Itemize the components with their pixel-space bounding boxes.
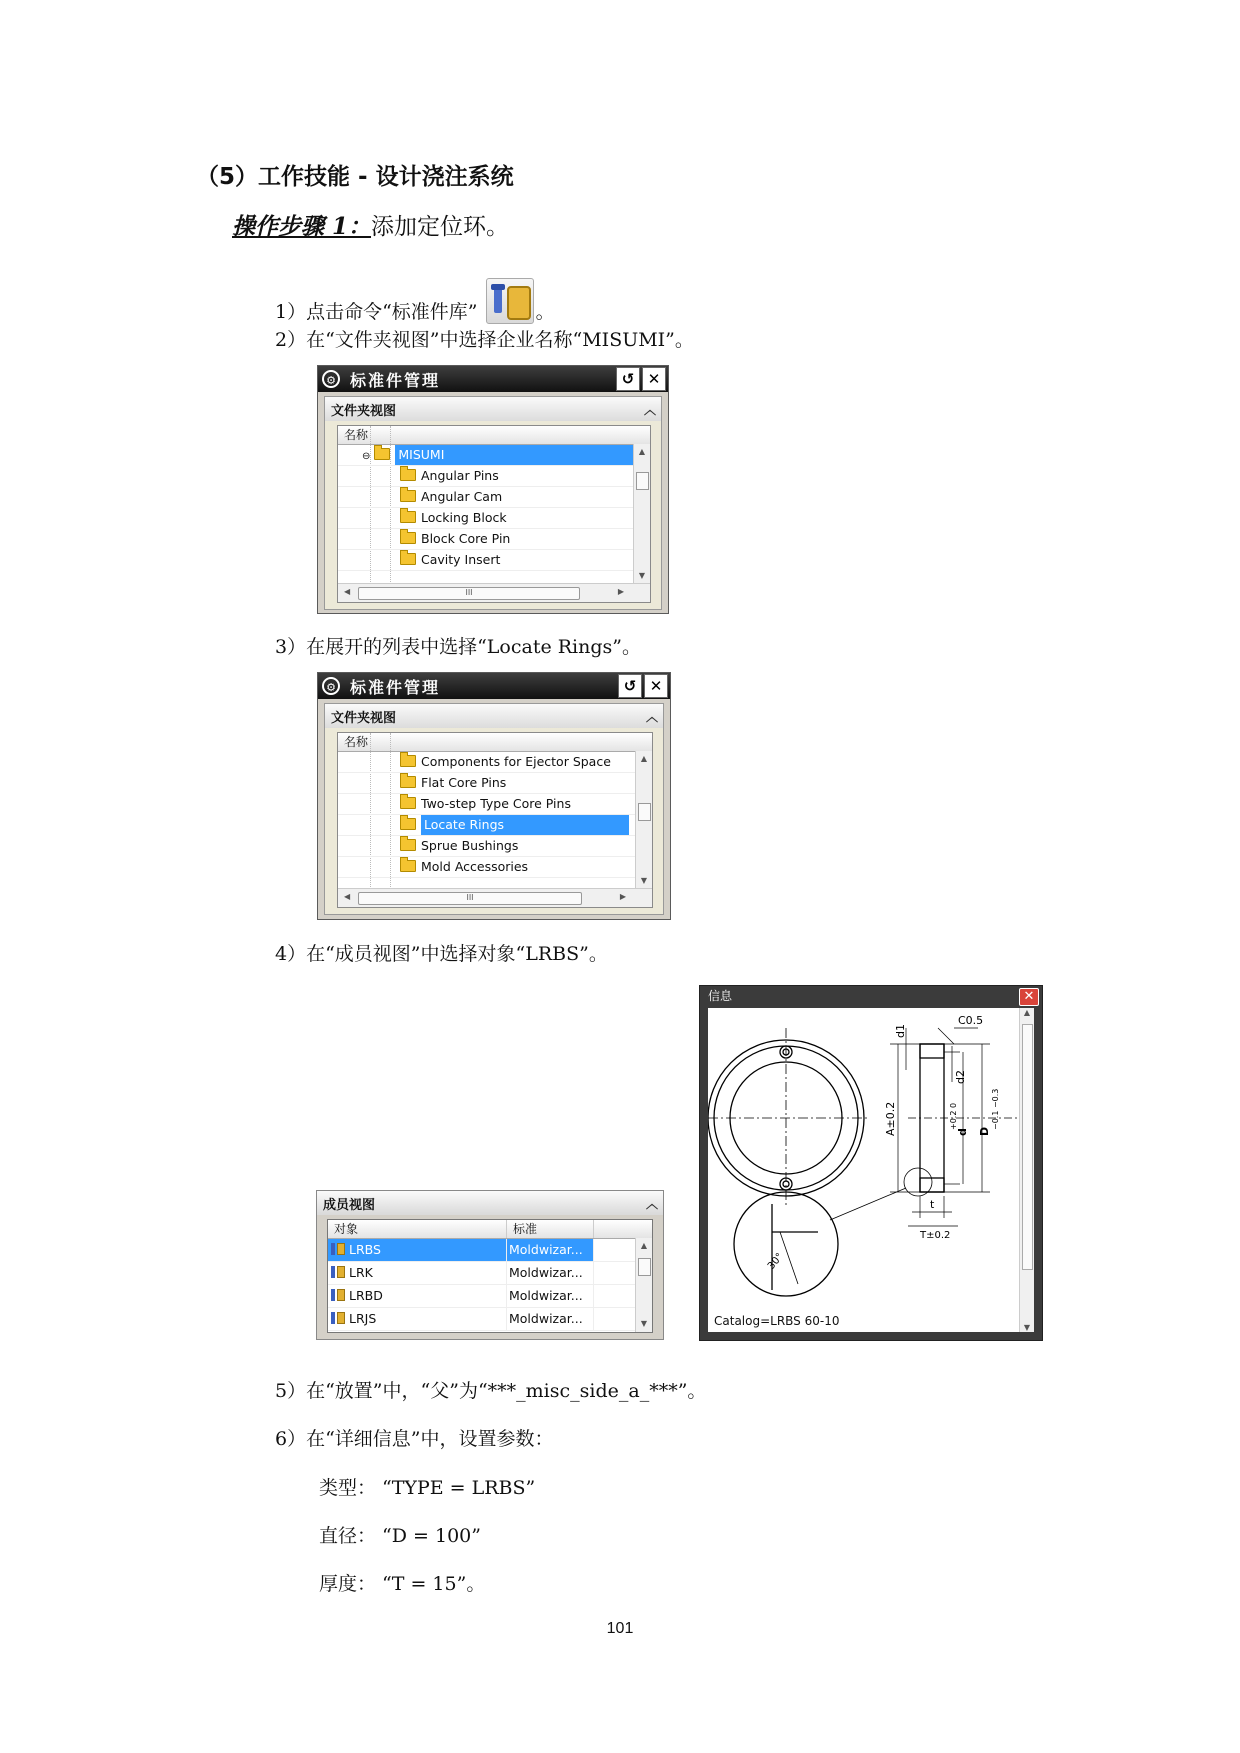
folder-icon	[400, 776, 416, 788]
instruction-5: 5）在“放置”中，“父”为“***_misc_side_a_***”。	[275, 1380, 707, 1402]
tree-item[interactable]	[338, 773, 652, 794]
col-standard[interactable]: 标准	[507, 1220, 594, 1238]
member-standard: Moldwizar...	[507, 1239, 594, 1261]
scroll-down-icon[interactable]: ▼	[640, 876, 648, 885]
dim-d: d	[956, 1128, 969, 1136]
dim-d1: d1	[894, 1024, 907, 1038]
close-icon[interactable]: ✕	[642, 367, 666, 391]
instruction-1	[275, 278, 555, 324]
tree-item-label: Two-step Type Core Pins	[421, 796, 571, 811]
dim-T: T±0.2	[920, 1230, 951, 1241]
member-table-header	[328, 1220, 652, 1239]
dim-D-tol: −0.1 −0.3	[991, 1088, 1000, 1130]
standard-part-library-icon[interactable]	[486, 278, 534, 324]
folder-icon	[400, 797, 416, 809]
member-standard: Moldwizar...	[507, 1308, 594, 1330]
folder-icon	[400, 511, 416, 523]
reset-icon[interactable]: ↺	[616, 367, 640, 391]
tree-item[interactable]	[338, 857, 652, 878]
member-object: LRBS	[349, 1242, 381, 1257]
folder-icon	[374, 448, 390, 460]
info-body	[708, 1008, 1034, 1332]
scroll-up-icon[interactable]: ▲	[638, 447, 646, 456]
instruction-6: 6）在“详细信息”中，设置参数：	[275, 1428, 554, 1450]
tree-item-label: Block Core Pin	[421, 531, 511, 546]
tree-item-label: MISUMI	[395, 445, 637, 465]
tree-item[interactable]	[338, 836, 652, 857]
close-icon[interactable]: ✕	[644, 674, 668, 698]
col-object[interactable]: 对象	[328, 1220, 507, 1238]
member-object: LRK	[349, 1265, 373, 1280]
tree-item-label: Flat Core Pins	[421, 775, 507, 790]
step-text: 添加定位环。	[371, 214, 510, 240]
dialog-title: 标准件管理	[350, 370, 441, 390]
scroll-thumb[interactable]	[1022, 1024, 1033, 1270]
info-titlebar	[700, 986, 1042, 1006]
tree-item[interactable]	[338, 794, 652, 815]
horizontal-scrollbar[interactable]	[338, 583, 650, 602]
vertical-scrollbar[interactable]	[635, 1238, 652, 1332]
name-column-header[interactable]: 名称	[338, 426, 650, 445]
collapse-icon[interactable]: ⊖	[362, 451, 371, 462]
scroll-down-icon[interactable]: ▼	[638, 571, 646, 580]
folder-view-group	[324, 396, 662, 610]
part-icon	[330, 1287, 346, 1303]
folder-icon	[400, 839, 416, 851]
step-heading	[232, 208, 509, 241]
tree-item-label: Angular Cam	[421, 489, 503, 504]
standard-part-manager-dialog-1	[317, 365, 669, 614]
page-number: 101	[606, 1620, 634, 1637]
tree-item[interactable]	[338, 487, 650, 508]
scroll-down-icon[interactable]: ▼	[640, 1319, 648, 1328]
folder-view-label: 文件夹视图	[331, 403, 397, 419]
dim-D: D	[978, 1126, 991, 1136]
instruction-3: 3）在展开的列表中选择“Locate Rings”。	[275, 636, 641, 658]
tree-item[interactable]	[338, 529, 650, 550]
tree-item-label: Cavity Insert	[421, 552, 501, 567]
dialog-titlebar	[318, 366, 668, 392]
folder-icon	[400, 469, 416, 481]
dim-d2: d2	[954, 1070, 967, 1084]
tree-item-label: Mold Accessories	[421, 859, 529, 874]
member-object: LRJS	[349, 1311, 377, 1326]
h-scroll-thumb[interactable]: III	[358, 892, 582, 905]
step-label: 操作步骤 1：	[232, 213, 372, 240]
dim-d-tol: +0.2 0	[949, 1102, 958, 1130]
folder-tree	[337, 425, 651, 603]
folder-icon	[400, 553, 416, 565]
table-row[interactable]	[328, 1262, 652, 1285]
folder-icon	[400, 818, 416, 830]
member-standard: Moldwizar...	[507, 1285, 594, 1307]
instruction-2: 2）在“文件夹视图”中选择企业名称“MISUMI”。	[275, 329, 694, 351]
h-scroll-thumb[interactable]: III	[358, 587, 580, 600]
scroll-left-icon[interactable]: ◀	[344, 892, 351, 901]
info-window	[699, 985, 1043, 1341]
param-thickness: 厚度： “T = 15”。	[319, 1573, 486, 1595]
part-icon	[330, 1310, 346, 1326]
tree-item[interactable]	[338, 466, 650, 487]
scroll-up-icon[interactable]: ▲	[640, 1241, 648, 1250]
scroll-up-icon[interactable]: ▲	[1023, 1008, 1031, 1017]
folder-tree	[337, 732, 653, 908]
dim-t: t	[930, 1198, 935, 1211]
folder-icon	[400, 490, 416, 502]
tree-item-misumi[interactable]	[338, 445, 650, 466]
tree-item-label: Angular Pins	[421, 468, 499, 483]
instruction-4: 4）在“成员视图”中选择对象“LRBS”。	[275, 943, 608, 965]
horizontal-scrollbar[interactable]	[338, 888, 652, 907]
folder-view-label: 文件夹视图	[331, 710, 397, 726]
chevron-up-icon[interactable]: ︿	[645, 1196, 658, 1211]
catalog-text: Catalog=LRBS 60-10	[714, 1314, 840, 1328]
member-view-panel	[316, 1190, 664, 1340]
reset-icon[interactable]: ↺	[618, 674, 642, 698]
tree-item[interactable]	[338, 550, 650, 571]
scroll-thumb[interactable]	[638, 1258, 651, 1276]
member-view-header[interactable]	[317, 1191, 663, 1215]
instruction-1-text: 1）点击命令“标准件库”	[275, 301, 478, 323]
member-table	[327, 1219, 653, 1333]
folder-view-header[interactable]	[325, 704, 663, 728]
dim-A: A±0.2	[884, 1101, 897, 1136]
tree-item-label: Components for Ejector Space	[421, 754, 611, 769]
param-diameter: 直径： “D = 100”	[319, 1525, 481, 1547]
section-title: （5）工作技能 - 设计浇注系统	[196, 164, 514, 190]
close-icon[interactable]: ✕	[1019, 988, 1039, 1006]
folder-view-header[interactable]	[325, 397, 661, 421]
tree-item-label: Sprue Bushings	[421, 838, 519, 853]
scroll-thumb[interactable]	[638, 803, 651, 821]
table-row[interactable]	[328, 1285, 652, 1308]
folder-icon	[400, 860, 416, 872]
table-row[interactable]	[328, 1308, 652, 1331]
gear-icon[interactable]: ⚙	[322, 370, 340, 388]
chevron-up-icon[interactable]: ︿	[645, 709, 658, 724]
tree-item[interactable]	[338, 752, 652, 773]
locate-ring-drawing	[708, 1008, 1020, 1308]
tree-item[interactable]	[338, 508, 650, 529]
info-title: 信息	[708, 989, 733, 1003]
folder-icon	[400, 755, 416, 767]
part-icon	[330, 1241, 346, 1257]
scroll-right-icon[interactable]: ▶	[617, 587, 624, 596]
tree-item-locate-rings[interactable]	[338, 815, 652, 836]
scroll-left-icon[interactable]: ◀	[344, 587, 351, 596]
dialog-title: 标准件管理	[350, 677, 441, 697]
name-column-header[interactable]: 名称	[338, 733, 652, 752]
folder-icon	[400, 532, 416, 544]
scroll-thumb[interactable]	[636, 472, 649, 490]
instruction-1-end: 。	[535, 301, 555, 323]
gear-icon[interactable]: ⚙	[322, 677, 340, 695]
scroll-right-icon[interactable]: ▶	[619, 892, 626, 901]
scroll-up-icon[interactable]: ▲	[640, 754, 648, 763]
vertical-scrollbar[interactable]	[633, 444, 650, 584]
chevron-up-icon[interactable]: ︿	[643, 402, 656, 417]
param-type: 类型： “TYPE = LRBS”	[319, 1477, 536, 1499]
dialog-titlebar	[318, 673, 670, 699]
tree-item-label: Locate Rings	[421, 815, 629, 835]
vertical-scrollbar[interactable]	[1019, 1008, 1034, 1332]
standard-part-manager-dialog-2	[317, 672, 671, 920]
tree-item-label: Locking Block	[421, 510, 507, 525]
member-object: LRBD	[349, 1288, 383, 1303]
member-standard: Moldwizar...	[507, 1262, 594, 1284]
chamfer-label: C0.5	[958, 1014, 984, 1027]
member-view-label: 成员视图	[323, 1197, 376, 1213]
part-icon	[330, 1264, 346, 1280]
member-row-lrbs[interactable]	[328, 1239, 652, 1262]
folder-view-group	[324, 703, 664, 915]
vertical-scrollbar[interactable]	[635, 751, 652, 889]
scroll-down-icon[interactable]: ▼	[1023, 1323, 1031, 1332]
dim-angle: 30°	[765, 1251, 786, 1272]
